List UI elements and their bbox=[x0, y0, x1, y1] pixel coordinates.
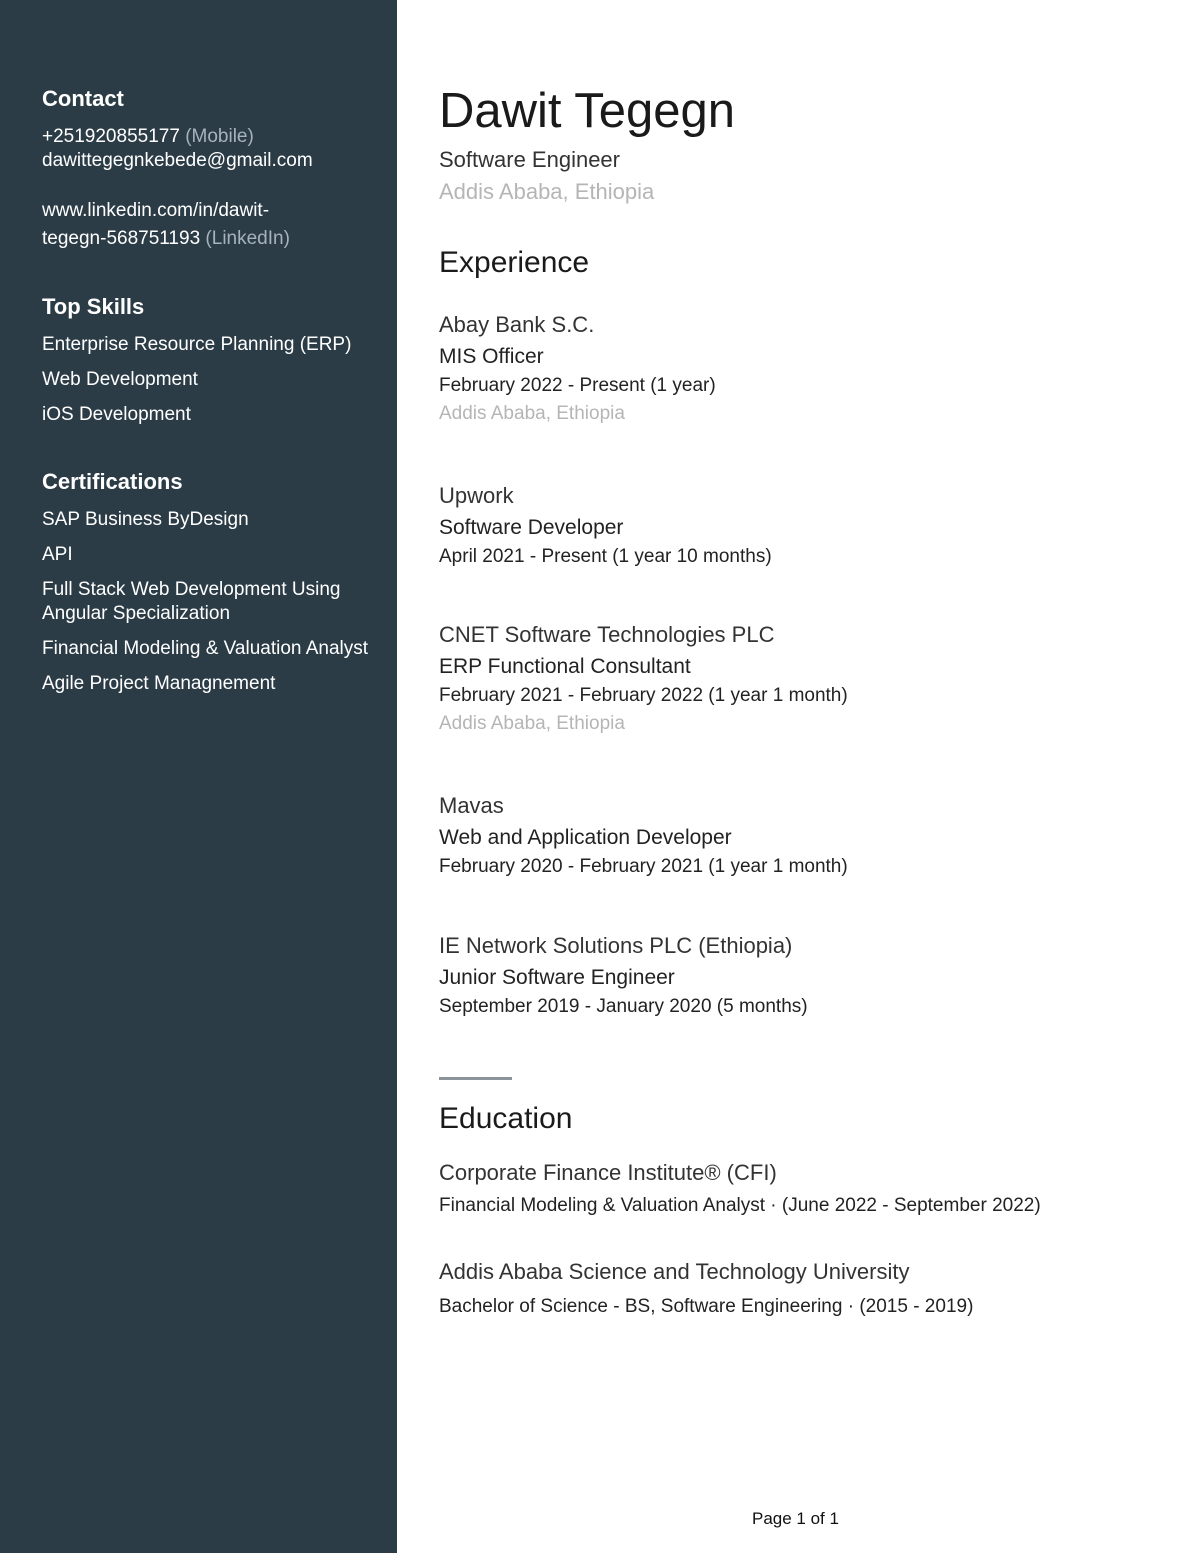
job-entry bbox=[439, 312, 1179, 426]
job-role: MIS Officer bbox=[439, 345, 544, 368]
skill-item: iOS Development bbox=[42, 404, 191, 425]
job-dates: February 2020 - February 2021 (1 year 1 month) bbox=[439, 856, 848, 877]
certifications-heading: Certifications bbox=[42, 469, 183, 494]
job-company: CNET Software Technologies PLC bbox=[439, 622, 775, 647]
linkedin-link[interactable] bbox=[42, 197, 387, 253]
phone-label: (Mobile) bbox=[185, 126, 254, 147]
job-location: Addis Ababa, Ethiopia bbox=[439, 713, 625, 734]
job-entry bbox=[439, 793, 1179, 879]
sidebar bbox=[0, 0, 397, 1553]
job-dates: September 2019 - January 2020 (5 months) bbox=[439, 996, 808, 1017]
certification-item: Financial Modeling & Valuation Analyst bbox=[42, 638, 369, 659]
job-role: ERP Functional Consultant bbox=[439, 655, 691, 678]
job-company: IE Network Solutions PLC (Ethiopia) bbox=[439, 933, 793, 958]
job-entry bbox=[439, 933, 1179, 1019]
education-entry bbox=[439, 1160, 1179, 1218]
job-dates: February 2021 - February 2022 (1 year 1 month) bbox=[439, 685, 848, 706]
profile-headline: Software Engineer bbox=[439, 147, 620, 172]
certification-item: Agile Project Managnement bbox=[42, 673, 276, 694]
top-skills-heading: Top Skills bbox=[42, 294, 145, 319]
education-degree: Bachelor of Science - BS, Software Engineering · (2015 - 2019) bbox=[439, 1296, 974, 1317]
profile-location: Addis Ababa, Ethiopia bbox=[439, 179, 655, 204]
job-company: Abay Bank S.C. bbox=[439, 312, 595, 337]
certifications-section bbox=[42, 469, 387, 707]
job-company: Upwork bbox=[439, 483, 514, 508]
job-entry bbox=[439, 622, 1179, 736]
skill-item: Web Development bbox=[42, 369, 198, 390]
linkedin-url-part2[interactable]: tegegn-568751193 bbox=[42, 228, 201, 249]
education-entry bbox=[439, 1259, 1179, 1319]
contact-section bbox=[42, 86, 387, 253]
job-dates: April 2021 - Present (1 year 10 months) bbox=[439, 546, 772, 567]
certification-item: Full Stack Web Development Using Angular Specialization bbox=[42, 579, 341, 624]
education-degree: Financial Modeling & Valuation Analyst · (June 2022 - September 2022) bbox=[439, 1195, 1041, 1216]
job-role: Junior Software Engineer bbox=[439, 966, 675, 989]
education-school: Addis Ababa Science and Technology University bbox=[439, 1259, 910, 1284]
experience-heading: Experience bbox=[439, 246, 590, 279]
certification-item: SAP Business ByDesign bbox=[42, 509, 249, 530]
phone-line bbox=[42, 125, 387, 149]
page-number: Page 1 of 1 bbox=[752, 1509, 839, 1528]
linkedin-url-part1[interactable]: www.linkedin.com/in/dawit- bbox=[42, 200, 270, 221]
certification-item: API bbox=[42, 544, 73, 565]
job-dates: February 2022 - Present (1 year) bbox=[439, 375, 716, 396]
profile-name: Dawit Tegegn bbox=[439, 84, 736, 138]
linkedin-label: (LinkedIn) bbox=[205, 228, 290, 249]
education-school: Corporate Finance Institute® (CFI) bbox=[439, 1160, 777, 1185]
contact-heading: Contact bbox=[42, 86, 124, 111]
education-heading: Education bbox=[439, 1102, 573, 1135]
section-divider bbox=[439, 1077, 512, 1080]
top-skills-section bbox=[42, 294, 387, 438]
email-link[interactable]: dawittegegnkebede@gmail.com bbox=[42, 150, 313, 171]
phone-number[interactable]: +251920855177 bbox=[42, 126, 180, 147]
job-role: Software Developer bbox=[439, 516, 624, 539]
job-entry bbox=[439, 483, 1179, 569]
skill-item: Enterprise Resource Planning (ERP) bbox=[42, 334, 352, 355]
job-location: Addis Ababa, Ethiopia bbox=[439, 403, 625, 424]
job-role: Web and Application Developer bbox=[439, 826, 732, 849]
job-company: Mavas bbox=[439, 793, 504, 818]
